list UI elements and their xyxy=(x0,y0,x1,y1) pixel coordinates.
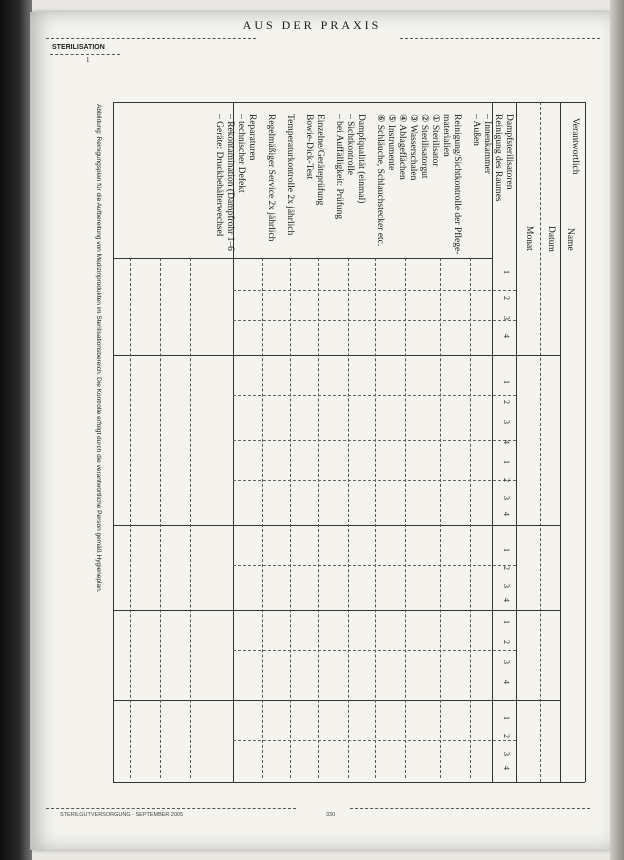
month-number: 3 xyxy=(502,316,511,320)
item: Temperaturkontrolle 2x jährlich xyxy=(285,114,295,236)
item: – Geräte: Druckbehälterwechsel xyxy=(214,114,224,237)
label-monat: Monat xyxy=(524,226,534,251)
footer-rule-right xyxy=(350,808,590,809)
col-rule-verantwortlich xyxy=(560,102,561,782)
month-number: 1 xyxy=(502,716,511,720)
item: Dampfqualität (einmal) xyxy=(356,114,366,204)
month-number: 2 xyxy=(502,400,511,404)
month-number: 4 xyxy=(502,598,511,602)
month-number: 3 xyxy=(502,420,511,424)
label-datum: Datum xyxy=(546,226,556,252)
month-number: 1 xyxy=(502,460,511,464)
section-number: 1 xyxy=(86,56,90,64)
grid-dash xyxy=(130,258,131,778)
grid-dash xyxy=(190,258,191,778)
item: ④ Ablageflächen xyxy=(397,114,407,180)
page-number: 330 xyxy=(326,812,336,818)
item: – Außen xyxy=(471,114,481,146)
month-number: 1 xyxy=(502,270,511,274)
grid-dash xyxy=(262,258,263,778)
col-rule-datum xyxy=(540,102,541,782)
month-number: 2 xyxy=(502,566,511,570)
header-grid-rule xyxy=(113,258,492,259)
month-number: 3 xyxy=(502,752,511,756)
item: Einzelne/Geräteprüfung xyxy=(315,114,325,206)
item: Dampfsterilisatoren xyxy=(504,114,514,190)
month-number: 4 xyxy=(502,766,511,770)
month-divider xyxy=(233,480,516,481)
grid-dash xyxy=(470,258,471,778)
grid-dash xyxy=(405,258,406,778)
header-rule-left xyxy=(46,38,256,39)
item: Reinigung/Sichtkontrolle der Pflege- xyxy=(452,114,462,255)
month-number: 1 xyxy=(502,620,511,624)
form-border-right xyxy=(585,102,586,782)
block-rule-4 xyxy=(113,700,560,701)
item: ⑤ Instrumente xyxy=(386,114,396,171)
month-divider xyxy=(233,320,516,321)
month-number: 1 xyxy=(502,380,511,384)
month-divider xyxy=(233,740,516,741)
item: ② Sterilisatorgut xyxy=(419,114,429,179)
item-list xyxy=(213,114,514,254)
month-divider xyxy=(233,395,516,396)
grid-dash xyxy=(348,258,349,778)
item: – Innenkammer xyxy=(482,114,492,174)
section-rule xyxy=(50,54,120,55)
footer-rule xyxy=(46,808,296,809)
grid-dash xyxy=(375,258,376,778)
month-number: 3 xyxy=(502,660,511,664)
col-rule-monat xyxy=(516,102,517,782)
item: Regelmäßiger Service 2x jährlich xyxy=(266,114,276,242)
item: Reparaturen xyxy=(247,114,257,161)
item: – Sichtkontrolle xyxy=(345,114,355,175)
figure-caption: Abbildung: Reinigungsplan für die Aufbereitung von Medizinprodukten im Sterilisationsbereich. Die Kontrolle erfolgt durch die verantwortliche Person gemäß Hygieneplan. xyxy=(95,104,102,593)
section-label: STERILISATION xyxy=(52,44,105,51)
label-verantwortlich: Verantwortlich xyxy=(570,118,580,175)
grid-dash xyxy=(318,258,319,778)
grid-dash xyxy=(160,258,161,778)
header-rule-right xyxy=(400,38,600,39)
month-number: 3 xyxy=(502,584,511,588)
month-divider xyxy=(233,290,516,291)
block-rule-2 xyxy=(113,525,560,526)
month-number: 2 xyxy=(502,640,511,644)
month-number: 4 xyxy=(502,334,511,338)
item: Bowie-Dick-Test xyxy=(304,114,314,180)
month-divider xyxy=(233,565,516,566)
item: ① Sterilisator xyxy=(430,114,440,167)
form-border-top xyxy=(113,102,585,103)
month-number: 2 xyxy=(502,296,511,300)
grid-dash xyxy=(290,258,291,778)
month-number: 4 xyxy=(502,512,511,516)
page-header: AUS DER PRAXIS xyxy=(242,18,382,32)
month-number: 1 xyxy=(502,548,511,552)
item: materialien xyxy=(441,114,451,157)
month-number: 2 xyxy=(502,734,511,738)
item: ⑥ Schläuche, Schlauchstecker etc. xyxy=(375,114,385,247)
form-border-bottom xyxy=(113,782,585,783)
item: ③ Wasserschalen xyxy=(408,114,418,181)
month-number: 4 xyxy=(502,440,511,444)
grid-dash xyxy=(440,258,441,778)
month-number: 3 xyxy=(502,496,511,500)
book-spine xyxy=(0,0,32,860)
month-divider xyxy=(233,650,516,651)
item: – technischer Defekt xyxy=(236,114,246,193)
month-number: 2 xyxy=(502,478,511,482)
block-rule-1 xyxy=(113,355,560,356)
month-divider xyxy=(233,440,516,441)
label-name: Name xyxy=(565,228,575,251)
block-rule-3 xyxy=(113,610,560,611)
item: – Rekontamination (Dampfrohr 1–6 xyxy=(225,114,235,251)
item: Reinigung des Raumes xyxy=(493,114,503,202)
form-border-left xyxy=(113,102,114,782)
footer-left: STERILGUTVERSORGUNG · SEPTEMBER 2005 xyxy=(60,812,184,818)
month-number: 4 xyxy=(502,680,511,684)
page-edge xyxy=(610,0,624,860)
item: – bei Auffälligkeit: Prüfung xyxy=(334,114,344,220)
